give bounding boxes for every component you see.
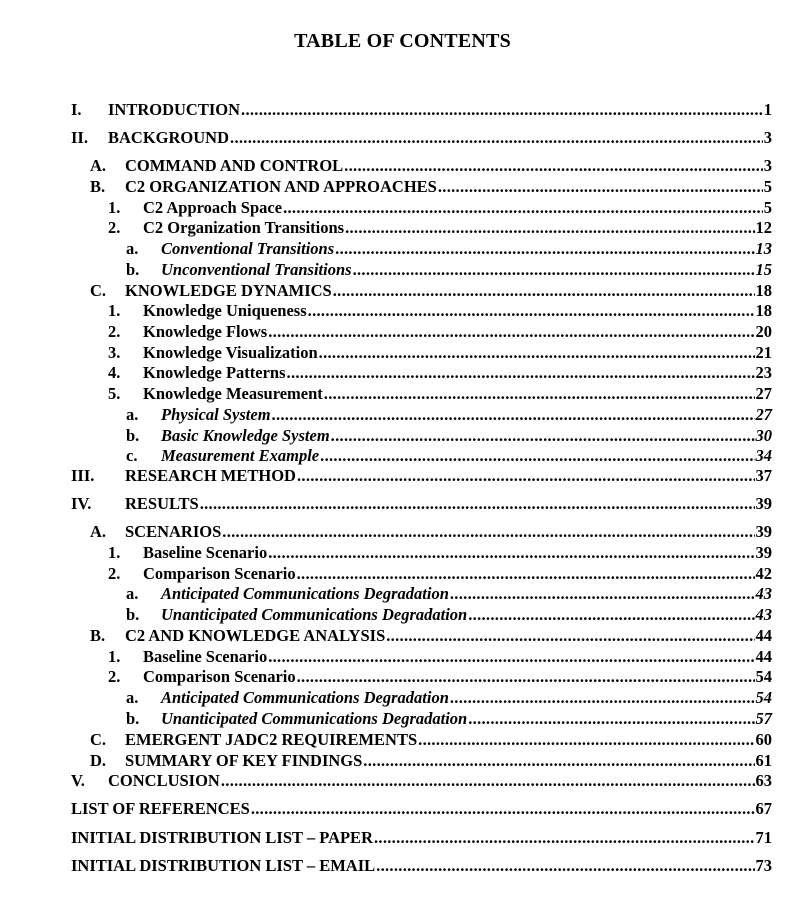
entry-page: 54 [755, 688, 772, 707]
entry-number: A. [90, 156, 107, 175]
dot-leader [331, 426, 755, 446]
toc-entry[interactable] [126, 260, 772, 280]
dot-leader [268, 322, 754, 342]
toc-entry[interactable] [126, 426, 772, 446]
entry-number: b. [126, 605, 140, 624]
toc-entry[interactable] [71, 128, 772, 148]
entry-page: 23 [755, 363, 772, 382]
entry-page: 21 [755, 343, 772, 362]
toc-entry[interactable] [108, 647, 772, 667]
toc-entry[interactable] [90, 626, 772, 646]
entry-label: Knowledge Patterns [143, 363, 286, 382]
entry-page: 3 [763, 128, 772, 147]
entry-number: 3. [108, 343, 121, 362]
toc-entry[interactable] [126, 405, 772, 425]
dot-leader [418, 730, 754, 750]
entry-label: C2 AND KNOWLEDGE ANALYSIS [125, 626, 386, 645]
entry-label: Knowledge Measurement [143, 384, 323, 403]
dot-leader [200, 494, 755, 514]
entry-page: 39 [755, 522, 772, 541]
entry-page: 18 [755, 281, 772, 300]
entry-page: 20 [755, 322, 772, 341]
dot-leader [450, 688, 755, 708]
entry-page: 34 [755, 446, 772, 465]
toc-entry[interactable] [108, 363, 772, 383]
dot-leader [468, 605, 754, 625]
dot-leader [308, 301, 755, 321]
toc-entry[interactable] [90, 751, 772, 771]
entry-number: a. [126, 405, 139, 424]
toc-entry[interactable] [108, 343, 772, 363]
entry-label: BACKGROUND [108, 128, 230, 147]
toc-entry[interactable] [90, 730, 772, 750]
entry-label: INITIAL DISTRIBUTION LIST – EMAIL [71, 856, 376, 875]
entry-page: 73 [755, 856, 772, 875]
entry-label: Knowledge Flows [143, 322, 268, 341]
dot-leader [344, 156, 763, 176]
entry-page: 1 [763, 100, 772, 119]
dot-leader [319, 343, 755, 363]
dot-leader [374, 828, 755, 848]
entry-page: 39 [755, 543, 772, 562]
toc-entry[interactable] [108, 218, 772, 238]
dot-leader [353, 260, 755, 280]
entry-label: Conventional Transitions [161, 239, 335, 258]
entry-number: 5. [108, 384, 121, 403]
entry-number: 2. [108, 322, 121, 341]
entry-number: 1. [108, 301, 121, 320]
entry-page: 44 [755, 626, 772, 645]
toc-entry[interactable] [108, 667, 772, 687]
entry-label: Basic Knowledge System [161, 426, 330, 445]
toc-entry[interactable] [71, 100, 772, 120]
entry-number: V. [71, 771, 85, 790]
entry-label: Comparison Scenario [143, 667, 296, 686]
entry-number: b. [126, 426, 140, 445]
dot-leader [241, 100, 763, 120]
entry-number: C. [90, 281, 107, 300]
entry-label: Unanticipated Communications Degradation [161, 605, 468, 624]
entry-label: Knowledge Visualization [143, 343, 318, 362]
entry-page: 61 [755, 751, 772, 770]
toc-entry[interactable] [108, 384, 772, 404]
entry-page: 27 [755, 384, 772, 403]
entry-page: 37 [755, 466, 772, 485]
entry-page: 5 [763, 198, 772, 217]
entry-label: RESULTS [125, 494, 199, 513]
toc-entry[interactable] [108, 301, 772, 321]
dot-leader [297, 564, 755, 584]
dot-leader [268, 647, 754, 667]
entry-number: 1. [108, 198, 121, 217]
entry-number: III. [71, 466, 95, 485]
dot-leader [438, 177, 763, 197]
entry-number: II. [71, 128, 88, 147]
toc-entry[interactable] [90, 281, 772, 301]
entry-number: a. [126, 239, 139, 258]
entry-label: EMERGENT JADC2 REQUIREMENTS [125, 730, 418, 749]
entry-label: SUMMARY OF KEY FINDINGS [125, 751, 363, 770]
entry-page: 18 [755, 301, 772, 320]
entry-page: 43 [755, 605, 772, 624]
dot-leader [320, 446, 754, 466]
dot-leader [450, 584, 755, 604]
dot-leader [376, 856, 754, 876]
entry-number: a. [126, 688, 139, 707]
dot-leader [297, 466, 755, 486]
toc-entry[interactable] [71, 771, 772, 791]
toc-entry[interactable] [126, 239, 772, 259]
entry-label: C2 Organization Transitions [143, 218, 345, 237]
dot-leader [297, 667, 755, 687]
dot-leader [283, 198, 763, 218]
toc-entry[interactable] [108, 198, 772, 218]
dot-leader [251, 799, 755, 819]
entry-page: 12 [755, 218, 772, 237]
entry-page: 3 [763, 156, 772, 175]
entry-number: B. [90, 177, 106, 196]
dot-leader [335, 239, 754, 259]
dot-leader [230, 128, 763, 148]
entry-number: c. [126, 446, 138, 465]
entry-label: CONCLUSION [108, 771, 220, 790]
entry-page: 5 [763, 177, 772, 196]
entry-label: Knowledge Uniqueness [143, 301, 307, 320]
entry-label: KNOWLEDGE DYNAMICS [125, 281, 332, 300]
entry-page: 44 [755, 647, 772, 666]
toc-entry[interactable] [71, 856, 772, 876]
entry-page: 42 [755, 564, 772, 583]
entry-label: INITIAL DISTRIBUTION LIST – PAPER [71, 828, 373, 847]
entry-page: 27 [755, 405, 772, 424]
entry-number: 1. [108, 543, 121, 562]
entry-label: Anticipated Communications Degradation [161, 584, 449, 603]
toc-entry[interactable] [126, 605, 772, 625]
entry-number: A. [90, 522, 107, 541]
entry-page: 43 [755, 584, 772, 603]
entry-number: b. [126, 709, 140, 728]
entry-label: C2 Approach Space [143, 198, 283, 217]
entry-page: 67 [755, 799, 772, 818]
entry-label: C2 ORGANIZATION AND APPROACHES [125, 177, 437, 196]
toc-entry[interactable] [90, 177, 772, 197]
entry-label: Comparison Scenario [143, 564, 296, 583]
entry-label: Baseline Scenario [143, 543, 268, 562]
entry-label: Baseline Scenario [143, 647, 268, 666]
entry-page: 71 [755, 828, 772, 847]
dot-leader [222, 522, 754, 542]
entry-number: D. [90, 751, 107, 770]
entry-label: RESEARCH METHOD [125, 466, 296, 485]
entry-page: 39 [755, 494, 772, 513]
toc-entry[interactable] [126, 709, 772, 729]
entry-number: 2. [108, 218, 121, 237]
page-title: TABLE OF CONTENTS [294, 30, 511, 52]
entry-page: 63 [755, 771, 772, 790]
toc-entry[interactable] [71, 494, 772, 514]
toc-entry[interactable] [71, 466, 772, 486]
entry-label: Measurement Example [161, 446, 320, 465]
entry-number: 4. [108, 363, 121, 382]
entry-number: I. [71, 100, 82, 119]
entry-number: 2. [108, 667, 121, 686]
entry-label: Anticipated Communications Degradation [161, 688, 449, 707]
toc-entry[interactable] [126, 584, 772, 604]
dot-leader [386, 626, 754, 646]
dot-leader [268, 543, 754, 563]
dot-leader [272, 405, 755, 425]
entry-number: a. [126, 584, 139, 603]
entry-number: 2. [108, 564, 121, 583]
toc-entry[interactable] [126, 688, 772, 708]
dot-leader [363, 751, 754, 771]
toc-entry[interactable] [71, 828, 772, 848]
toc-entry[interactable] [108, 564, 772, 584]
toc-entry[interactable] [90, 156, 772, 176]
entry-page: 54 [755, 667, 772, 686]
entry-page: 57 [755, 709, 772, 728]
entry-page: 13 [755, 239, 772, 258]
dot-leader [345, 218, 754, 238]
dot-leader [468, 709, 754, 729]
entry-page: 60 [755, 730, 772, 749]
dot-leader [287, 363, 755, 383]
dot-leader [324, 384, 755, 404]
dot-leader [333, 281, 755, 301]
toc-entry[interactable] [71, 799, 772, 819]
entry-label: Unanticipated Communications Degradation [161, 709, 468, 728]
entry-number: b. [126, 260, 140, 279]
entry-page: 30 [755, 426, 772, 445]
entry-number: B. [90, 626, 106, 645]
entry-number: C. [90, 730, 107, 749]
entry-label: SCENARIOS [125, 522, 222, 541]
toc-entry[interactable] [126, 446, 772, 466]
entry-label: Unconventional Transitions [161, 260, 352, 279]
entry-label: COMMAND AND CONTROL [125, 156, 344, 175]
toc-entry[interactable] [90, 522, 772, 542]
entry-label: Physical System [161, 405, 271, 424]
entry-label: INTRODUCTION [108, 100, 241, 119]
entry-label: LIST OF REFERENCES [71, 799, 250, 818]
toc-entry[interactable] [108, 322, 772, 342]
entry-number: 1. [108, 647, 121, 666]
entry-number: IV. [71, 494, 92, 513]
toc-entry[interactable] [108, 543, 772, 563]
dot-leader [221, 771, 755, 791]
entry-page: 15 [755, 260, 772, 279]
